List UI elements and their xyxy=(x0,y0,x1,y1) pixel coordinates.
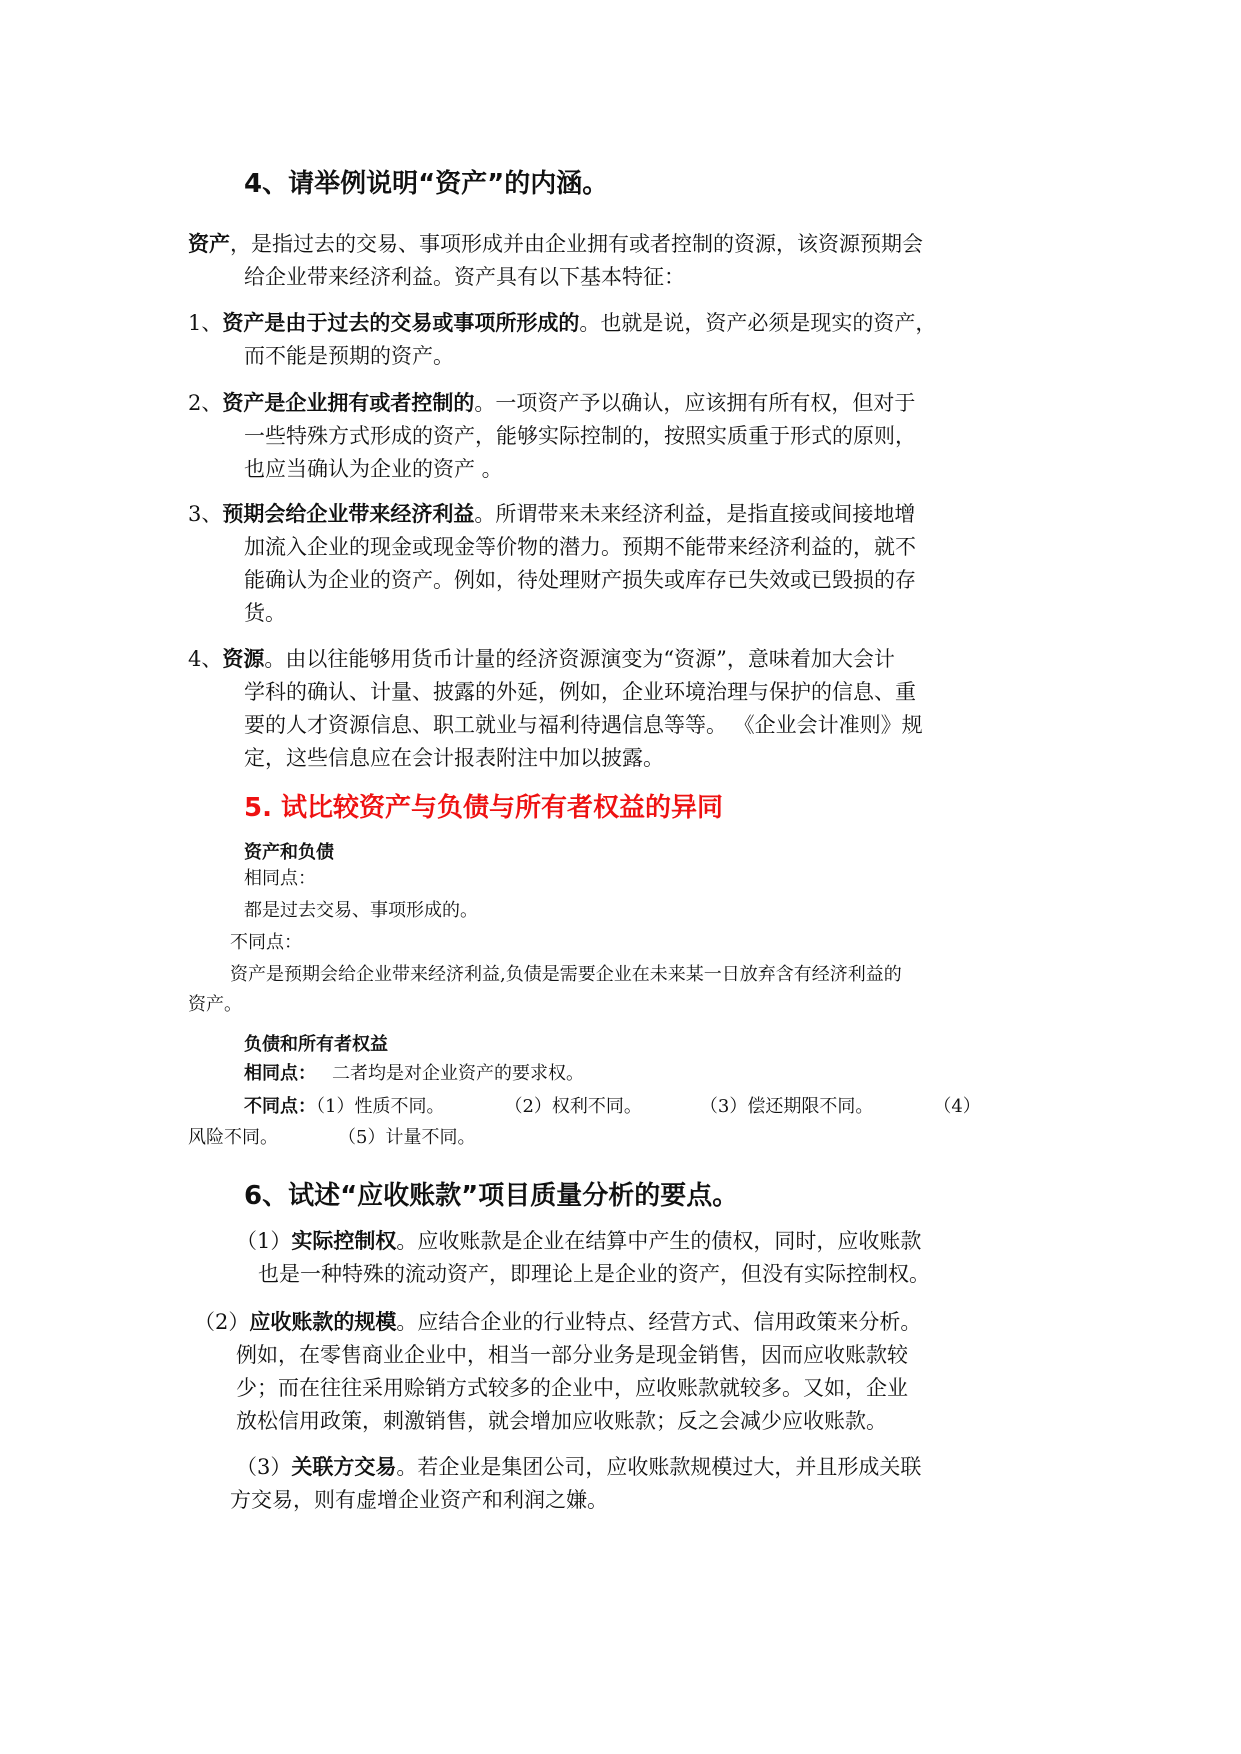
feature3-line2: 加流入企业的现金或现金等价物的潜力。预期不能带来经济利益的，就不 xyxy=(244,535,916,559)
liability-equity-subheading: 负债和所有者权益 xyxy=(244,1034,388,1055)
section5-heading: 5. 试比较资产与负债与所有者权益的异同 xyxy=(244,793,724,823)
feature4-line3: 要的人才资源信息、职工就业与福利待遇信息等等。 《企业会计准则》规 xyxy=(244,713,923,737)
point3-line1: （3）关联方交易。若企业是集团公司，应收账款规模过大，并且形成关联 xyxy=(236,1455,922,1479)
feature2-line2: 一些特殊方式形成的资产，能够实际控制的，按照实质重于形式的原则， xyxy=(244,424,916,448)
feature1-line2: 而不能是预期的资产。 xyxy=(244,344,454,368)
intro-term: 资产 xyxy=(188,232,230,256)
feature4-line4: 定，这些信息应在会计报表附注中加以披露。 xyxy=(244,746,664,770)
feature3-line1: 3、预期会给企业带来经济利益。所谓带来未来经济利益，是指直接或间接地增 xyxy=(188,502,916,526)
difference2-label: 不同点： xyxy=(244,1096,316,1117)
section6-heading: 6、试述“应收账款”项目质量分析的要点。 xyxy=(244,1181,739,1211)
similarity2-label: 相同点： xyxy=(244,1063,316,1084)
similarity2-line xyxy=(244,1059,584,1089)
point2-line2: 例如，在零售商业企业中，相当一部分业务是现金销售，因而应收账款较 xyxy=(236,1343,908,1367)
difference-line2: 资产。 xyxy=(188,994,242,1015)
point2-line3: 少；而在往往采用赊销方式较多的企业中，应收账款就较多。又如，企业 xyxy=(236,1376,908,1400)
section4-intro-line2: 给企业带来经济利益。资产具有以下基本特征： xyxy=(244,265,685,289)
feature4-title: 资源 xyxy=(222,647,265,671)
point1-line1: （1）实际控制权。应收账款是企业在结算中产生的债权，同时，应收账款 xyxy=(236,1229,922,1253)
point3-line2: 方交易，则有虚增企业资产和利润之嫌。 xyxy=(230,1488,608,1512)
point1-line2: 也是一种特殊的流动资产，即理论上是企业的资产，但没有实际控制权。 xyxy=(258,1262,930,1286)
point2-line4: 放松信用政策，刺激销售，就会增加应收账款；反之会减少应收账款。 xyxy=(236,1409,887,1433)
point1-title: 实际控制权 xyxy=(291,1229,397,1253)
point3-title: 关联方交易 xyxy=(291,1455,397,1479)
feature3-line4: 货。 xyxy=(244,601,286,625)
section4-intro-line1: 资产，是指过去的交易、事项形成并由企业拥有或者控制的资源，该资源预期会 xyxy=(188,232,923,256)
similarity-text: 都是过去交易、事项形成的。 xyxy=(244,900,478,921)
feature2-title: 资产是企业拥有或者控制的 xyxy=(222,391,475,415)
feature2-line1: 2、资产是企业拥有或者控制的。一项资产予以确认，应该拥有所有权，但对于 xyxy=(188,391,916,415)
similarity2-text: 二者均是对企业资产的要求权。 xyxy=(332,1063,584,1084)
feature4-line1: 4、资源。由以往能够用货币计量的经济资源演变为“资源”，意味着加大会计 xyxy=(188,647,895,671)
difference2-line2: 风险不同。 （5）计量不同。 xyxy=(188,1127,476,1148)
point2-line1: （2）应收账款的规模。应结合企业的行业特点、经营方式、信用政策来分析。 xyxy=(194,1310,922,1334)
difference-line1: 资产是预期会给企业带来经济利益,负债是需要企业在未来某一日放弃含有经济利益的 xyxy=(230,964,902,985)
feature3-title: 预期会给企业带来经济利益 xyxy=(222,502,475,526)
section4-heading: 4、请举例说明“资产”的内涵。 xyxy=(244,169,609,199)
similarity-label: 相同点： xyxy=(244,868,316,889)
difference-label: 不同点： xyxy=(230,932,302,953)
feature1-line1: 1、资产是由于过去的交易或事项所形成的。也就是说，资产必须是现实的资产， xyxy=(188,311,937,335)
feature3-line3: 能确认为企业的资产。例如，待处理财产损失或库存已失效或已毁损的存 xyxy=(244,568,916,592)
asset-liability-subheading: 资产和负债 xyxy=(244,842,334,863)
feature4-line2: 学科的确认、计量、披露的外延，例如，企业环境治理与保护的信息、重 xyxy=(244,680,916,704)
point2-title: 应收账款的规模 xyxy=(249,1310,397,1334)
feature2-line3: 也应当确认为企业的资产 。 xyxy=(244,457,503,481)
difference2-line: 不同点：（1）性质不同。 （2）权利不同。 （3）偿还期限不同。 （4） xyxy=(244,1096,981,1117)
feature1-title: 资产是由于过去的交易或事项所形成的 xyxy=(222,311,580,335)
